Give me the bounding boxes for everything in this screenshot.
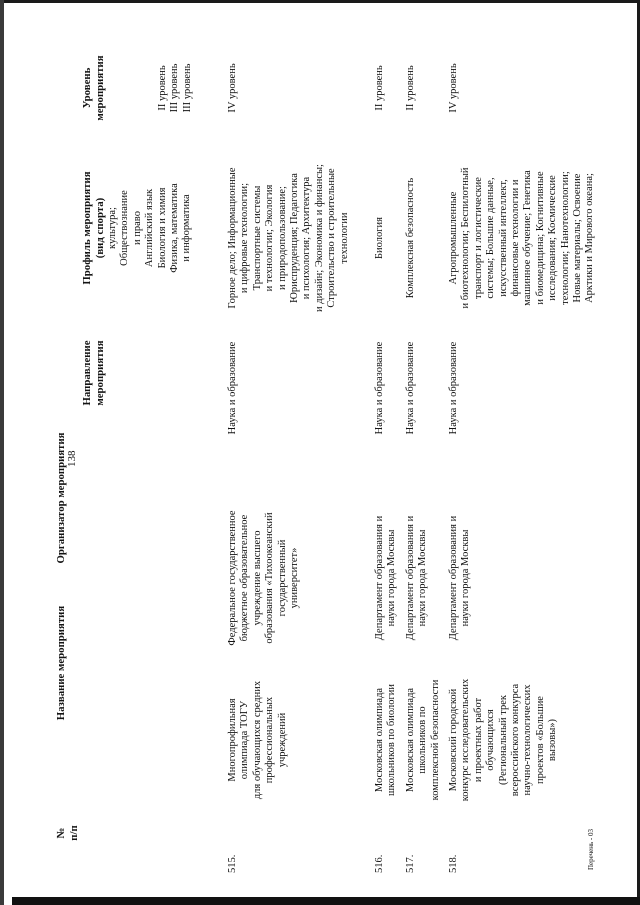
row-515-num: 515. (227, 854, 238, 873)
header-name: Название мероприятия (55, 605, 67, 721)
page-number: 138 (66, 450, 78, 467)
row-517-name: Московская олимпиада школьников по комплексной безопасности (405, 679, 441, 801)
row-517-level: II уровень (405, 65, 416, 111)
row-516-name: Московская олимпиада школьников по биологии (374, 683, 398, 797)
header-level: Уровень мероприятия (81, 55, 106, 121)
row-515-organizer: Федеральное государственное бюджетное образовательное учреждение высшего образования «Тихоокеанский государственный университет» (227, 510, 301, 646)
row-516-direction: Наука и образование (374, 341, 385, 435)
row-518-direction: Наука и образование (448, 341, 459, 435)
carryover-profile: культура; Обществознание и право Английский язык Биология и химия Физика, математика и информатика (107, 183, 193, 273)
row-515-profile: Горное дело; Информационные и цифровые технологии; Транспортные системы и технологии; Экология и природопользование; Юриспруденция; Педагогика и психология; Архитектура и дизайн; Экономика и финансы; Строительство и строительные технологии (227, 164, 350, 312)
rotated-table (36, 28, 596, 888)
header-organizer: Организатор мероприятия (55, 432, 67, 564)
carryover-level: II уровень III уровень III уровень (157, 63, 193, 113)
scan-edge-left (0, 0, 4, 905)
row-518-num: 518. (448, 854, 459, 873)
header-profile: Профиль мероприятия (вид спорта) (81, 171, 106, 285)
row-515-name: Многопрофильная олимпиада ТОГУ для обучающихся средних профессиональных учреждений (227, 680, 288, 800)
row-516-num: 516. (374, 854, 385, 873)
scan-edge-top (0, 0, 640, 3)
header-num: № п/п (55, 825, 80, 841)
row-517-profile: Комплексная безопасность (405, 177, 416, 299)
row-516-level: II уровень (374, 65, 385, 111)
row-516-profile: Биология (374, 217, 385, 260)
row-518-level: IV уровень (448, 63, 459, 113)
scan-edge-bottom (12, 897, 640, 905)
row-515-direction: Наука и образование (227, 341, 238, 435)
row-515-level: IV уровень (227, 63, 238, 113)
row-517-organizer: Департамент образования и науки города Москвы (405, 515, 429, 641)
page-footer: Перечень - 03 (587, 829, 595, 870)
row-517-direction: Наука и образование (405, 341, 416, 435)
row-518-organizer: Департамент образования и науки города Москвы (448, 515, 472, 641)
header-direction: Направление мероприятия (81, 340, 106, 406)
row-516-organizer: Департамент образования и науки города Москвы (374, 515, 398, 641)
row-517-num: 517. (405, 854, 416, 873)
row-518-profile: Агропромышленные и биотехнологии; Беспилотный транспорт и логистические системы; Большие данные, искусственный интеллект, финансовые технологии и машинное обучение; Генетика и биомедицина; Когнитивные исследования; Космические технологии; Нанотехнологии; Новые материалы; Освоение Арктики и Мирового океана; (448, 167, 596, 309)
row-518-name: Московский городской конкурс исследовательских и проектных работ обучающихся (Региональный трек всероссийского конкурса научно-технологических проектов «Большие вызовы») (448, 678, 559, 802)
